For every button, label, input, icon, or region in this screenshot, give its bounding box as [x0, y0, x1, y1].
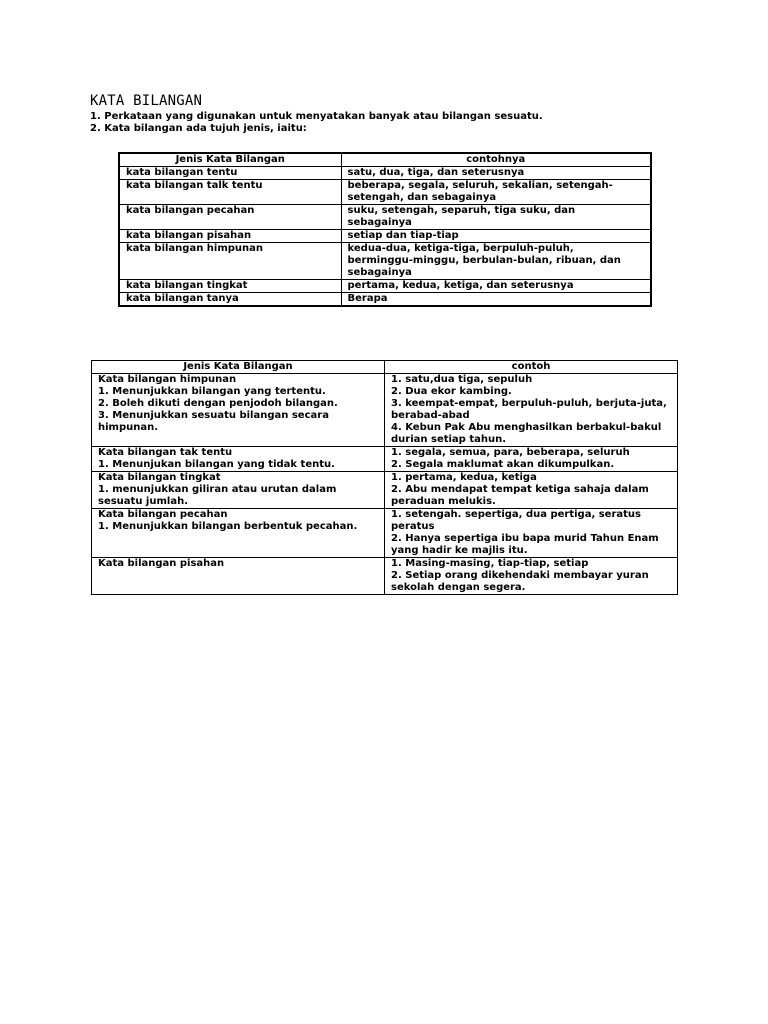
table-row [92, 374, 678, 447]
cell-jenis: kata bilangan tingkat [119, 280, 341, 293]
table-row [119, 293, 651, 307]
cell-jenis: kata bilangan tanya [119, 293, 341, 307]
table-header-row [119, 153, 651, 167]
cell-jenis: Kata bilangan pisahan [92, 558, 385, 595]
table-header-row [92, 361, 678, 374]
table-body [92, 374, 678, 595]
cell-contoh: pertama, kedua, ketiga, dan seterusnya [341, 280, 651, 293]
table-row [119, 205, 651, 230]
cell-jenis: kata bilangan himpunan [119, 243, 341, 280]
table-row [119, 243, 651, 280]
cell-jenis: Kata bilangan himpunan 1. Menunjukkan bilangan yang tertentu. 2. Boleh dikuti dengan penjodoh bilangan. 3. Menunjukkan sesuatu bilangan secara himpunan. [92, 374, 385, 447]
cell-contoh: 1. pertama, kedua, ketiga 2. Abu mendapat tempat ketiga sahaja dalam peraduan melukis. [385, 472, 678, 509]
cell-contoh: 1. Masing-masing, tiap-tiap, setiap 2. Setiap orang dikehendaki membayar yuran sekolah dengan segera. [385, 558, 678, 595]
page-title: KATA BILANGAN [90, 93, 203, 109]
intro-line: 2. Kata bilangan ada tujuh jenis, iaitu: [90, 123, 307, 134]
column-header: contoh [385, 361, 678, 374]
cell-jenis: kata bilangan pecahan [119, 205, 341, 230]
cell-jenis: Kata bilangan tak tentu 1. Menunjukan bilangan yang tidak tentu. [92, 447, 385, 472]
table-row [119, 167, 651, 180]
cell-jenis: Kata bilangan tingkat 1. menunjukkan giliran atau urutan dalam sesuatu jumlah. [92, 472, 385, 509]
cell-contoh: setiap dan tiap-tiap [341, 230, 651, 243]
cell-contoh: beberapa, segala, seluruh, sekalian, setengah- setengah, dan sebagainya [341, 180, 651, 205]
cell-jenis: kata bilangan talk tentu [119, 180, 341, 205]
table-row [92, 558, 678, 595]
cell-contoh: 1. setengah. sepertiga, dua pertiga, seratus peratus 2. Hanya sepertiga ibu bapa murid Tahun Enam yang hadir ke majlis itu. [385, 509, 678, 558]
cell-jenis: kata bilangan pisahan [119, 230, 341, 243]
cell-contoh: kedua-dua, ketiga-tiga, berpuluh-puluh, berminggu-minggu, berbulan-bulan, ribuan, dan sebagainya [341, 243, 651, 280]
cell-contoh: suku, setengah, separuh, tiga suku, dan sebagainya [341, 205, 651, 230]
cell-contoh: 1. satu,dua tiga, sepuluh 2. Dua ekor kambing. 3. keempat-empat, berpuluh-puluh, berjuta-juta, berabad-abad 4. Kebun Pak Abu menghasilkan berbakul-bakul durian setiap tahun. [385, 374, 678, 447]
intro-line: 1. Perkataan yang digunakan untuk menyatakan banyak atau bilangan sesuatu. [90, 111, 543, 122]
column-header: contohnya [341, 153, 651, 167]
column-header: Jenis Kata Bilangan [119, 153, 341, 167]
table-kata-bilangan-summary [118, 152, 652, 307]
column-header: Jenis Kata Bilangan [92, 361, 385, 374]
cell-jenis: Kata bilangan pecahan 1. Menunjukkan bilangan berbentuk pecahan. [92, 509, 385, 558]
intro-text [90, 111, 543, 135]
table-row [92, 447, 678, 472]
table-row [92, 472, 678, 509]
cell-contoh: 1. segala, semua, para, beberapa, seluruh 2. Segala maklumat akan dikumpulkan. [385, 447, 678, 472]
table-row [119, 230, 651, 243]
table-row [119, 280, 651, 293]
cell-contoh: Berapa [341, 293, 651, 307]
table-body [119, 167, 651, 307]
table-row [119, 180, 651, 205]
table-kata-bilangan-examples [91, 360, 678, 595]
cell-contoh: satu, dua, tiga, dan seterusnya [341, 167, 651, 180]
table-row [92, 509, 678, 558]
cell-jenis: kata bilangan tentu [119, 167, 341, 180]
